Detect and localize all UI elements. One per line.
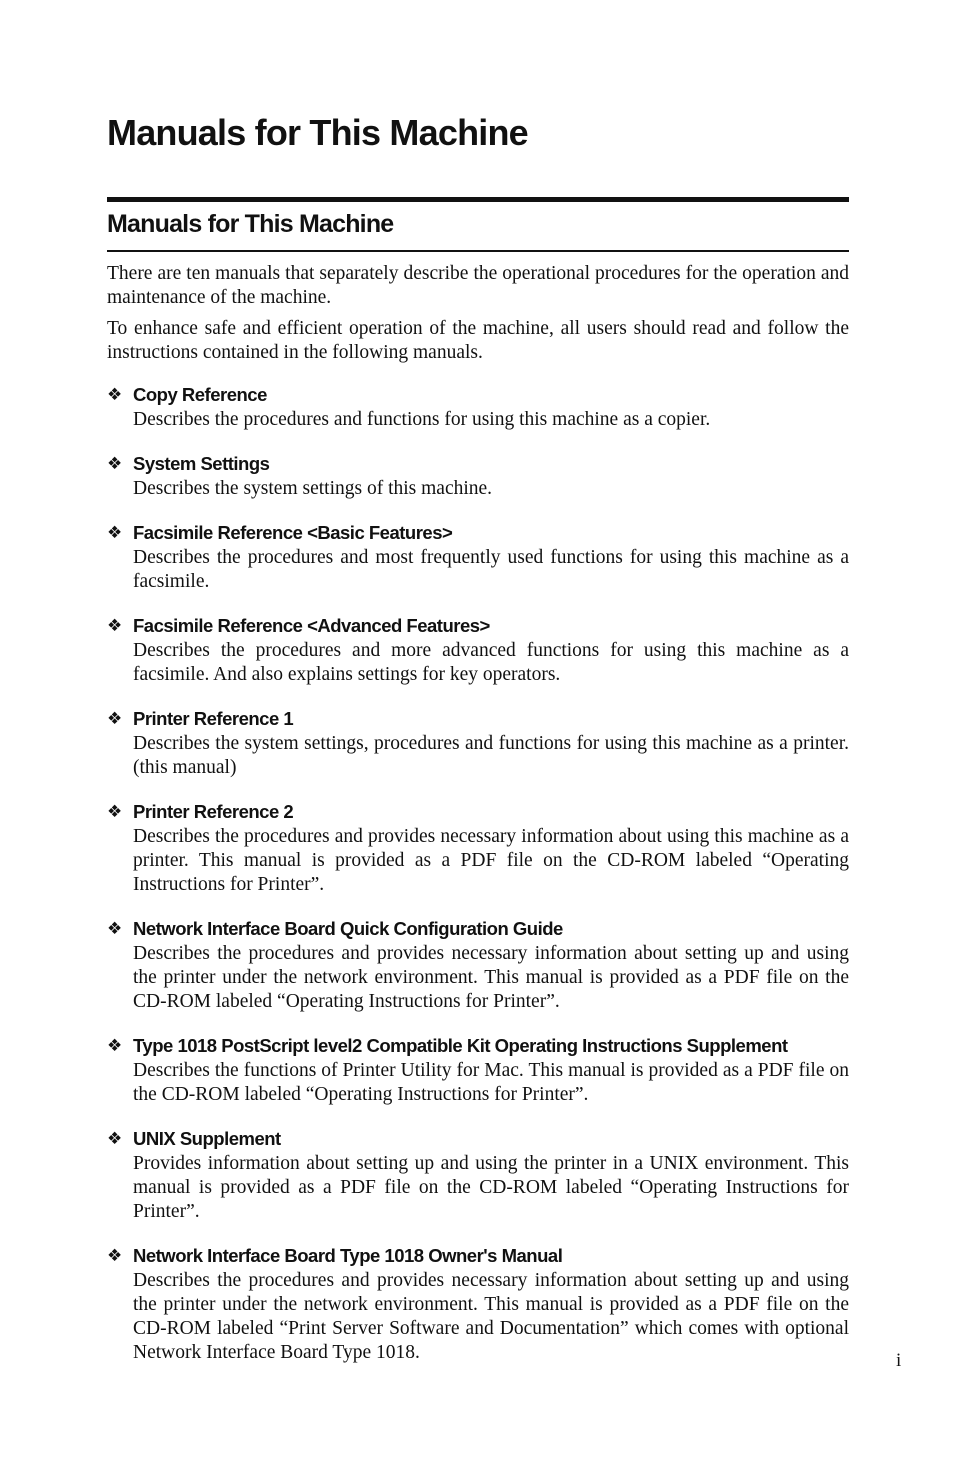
section-title: Manuals for This Machine (107, 210, 394, 238)
page-number: i (896, 1350, 902, 1371)
chapter-title: Manuals for This Machine (107, 112, 528, 153)
manual-title: Facsimile Reference <Basic Features> (133, 522, 453, 543)
manual-title: Facsimile Reference <Advanced Features> (133, 615, 490, 636)
manual-title: System Settings (133, 453, 270, 474)
diamond-bullet-icon: ❖ (107, 1036, 122, 1056)
manual-entry (107, 1033, 849, 1107)
diamond-bullet-icon: ❖ (107, 454, 122, 474)
manual-title: Printer Reference 1 (133, 708, 294, 729)
manual-entry (107, 520, 849, 594)
section-divider-thin (107, 250, 849, 252)
manual-entry (107, 1126, 849, 1224)
manual-list (107, 382, 849, 1384)
manual-entry (107, 916, 849, 1014)
manual-description: Provides information about setting up and using the printer in a UNIX environment. This manual is provided as a PDF file on the CD-ROM labeled “Operating Instructions for Printer”. (133, 1153, 849, 1222)
manual-entry (107, 451, 849, 501)
diamond-bullet-icon: ❖ (107, 616, 122, 636)
manual-title: Network Interface Board Quick Configuration Guide (133, 918, 563, 939)
diamond-bullet-icon: ❖ (107, 385, 122, 405)
manual-description: Describes the procedures and provides necessary information about using this machine as a printer. This manual is provided as a PDF file on the CD-ROM labeled “Operating Instructions for Printer”. (133, 826, 849, 895)
diamond-bullet-icon: ❖ (107, 709, 122, 729)
manual-entry (107, 382, 849, 432)
manual-entry (107, 1243, 849, 1365)
manual-entry (107, 613, 849, 687)
manual-description: Describes the procedures and functions for using this machine as a copier. (133, 409, 711, 430)
diamond-bullet-icon: ❖ (107, 1246, 122, 1266)
manual-description: Describes the system settings, procedures and functions for using this machine as a printer. (this manual) (133, 733, 849, 778)
intro-paragraph-2: To enhance safe and efficient operation of the machine, all users should read and follow the instructions contained in the following manuals. (107, 318, 849, 363)
diamond-bullet-icon: ❖ (107, 1129, 122, 1149)
manual-description: Describes the functions of Printer Utility for Mac. This manual is provided as a PDF file on the CD-ROM labeled “Operating Instructions for Printer”. (133, 1060, 849, 1105)
manual-entry (107, 706, 849, 780)
manual-entry (107, 799, 849, 897)
intro-paragraph-1: There are ten manuals that separately describe the operational procedures for the operation and maintenance of the machine. (107, 263, 849, 308)
manual-title: Type 1018 PostScript level2 Compatible Kit Operating Instructions Supplement (133, 1035, 788, 1056)
diamond-bullet-icon: ❖ (107, 802, 122, 822)
manual-description: Describes the procedures and provides necessary information about setting up and using the printer under the network environment. This manual is provided as a PDF file on the CD-ROM labeled “Operating Instructions for Printer”. (133, 943, 849, 1012)
diamond-bullet-icon: ❖ (107, 919, 122, 939)
manual-title: Printer Reference 2 (133, 801, 294, 822)
manual-description: Describes the procedures and provides necessary information about setting up and using the printer under the network environment. This manual is provided as a PDF file on the CD-ROM labeled “Print Server Software and Documentation” which comes with optional Network Interface Board Type 1018. (133, 1270, 849, 1363)
manual-title: Copy Reference (133, 384, 267, 405)
manual-description: Describes the procedures and more advanced functions for using this machine as a facsimile. And also explains settings for key operators. (133, 640, 849, 685)
manual-description: Describes the system settings of this machine. (133, 478, 493, 499)
manual-title: Network Interface Board Type 1018 Owner's Manual (133, 1245, 563, 1266)
manual-description: Describes the procedures and most frequently used functions for using this machine as a facsimile. (133, 547, 849, 592)
diamond-bullet-icon: ❖ (107, 523, 122, 543)
manual-title: UNIX Supplement (133, 1128, 281, 1149)
section-divider-thick (107, 197, 849, 202)
